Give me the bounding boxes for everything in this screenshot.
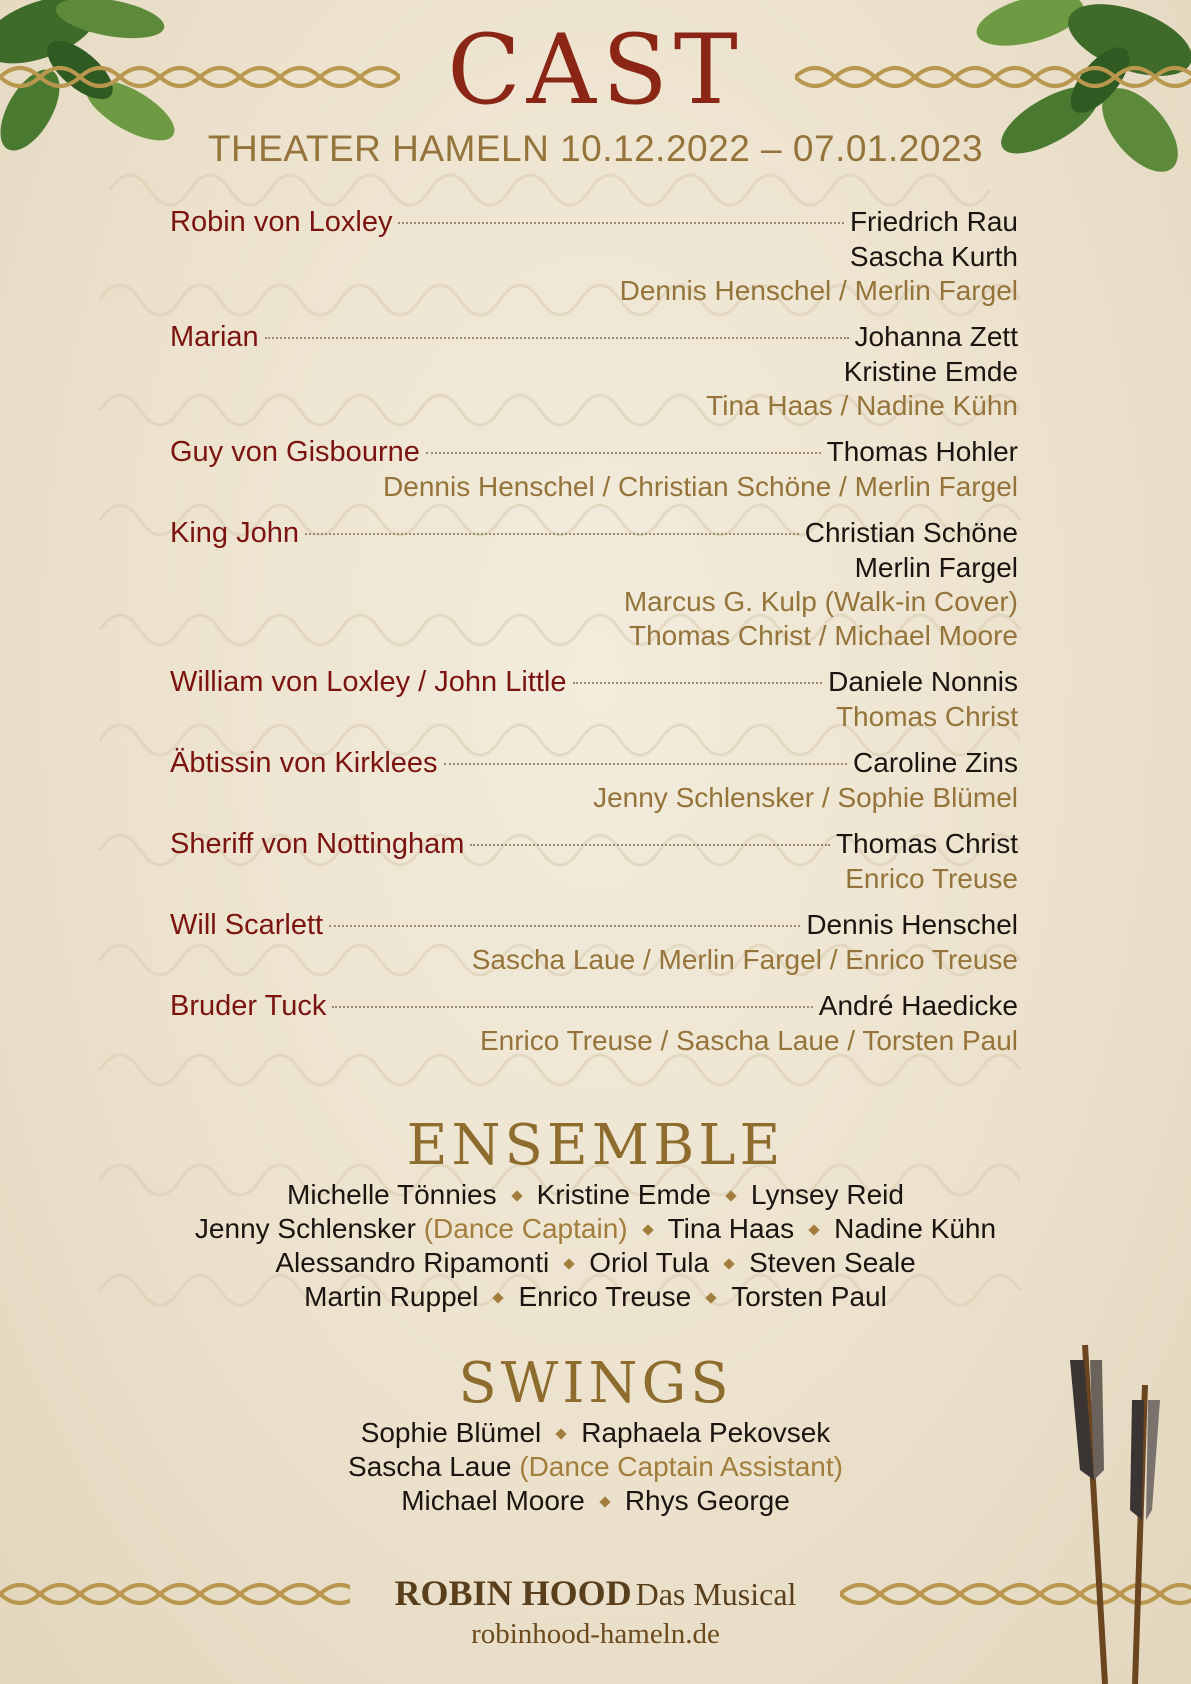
alternate-actor: Merlin Fargel [854, 552, 1018, 583]
diamond-separator-icon [642, 1224, 653, 1235]
diamond-separator-icon [723, 1258, 734, 1269]
show-title [0, 1572, 1191, 1614]
actor-name: Caroline Zins [853, 747, 1018, 778]
role-name: King John [170, 517, 299, 549]
cover-actors: Thomas Christ / Michael Moore [628, 620, 1018, 651]
member-name: Steven Seale [749, 1247, 916, 1278]
show-title-main: ROBIN HOOD [394, 1573, 632, 1613]
diamond-separator-icon [599, 1496, 610, 1507]
actor-name: Thomas Christ [835, 828, 1018, 859]
role-name: Marian [170, 321, 259, 353]
role-name: Guy von Gisbourne [170, 436, 420, 468]
swings-row [0, 1484, 1191, 1518]
role-name: William von Loxley / John Little [170, 666, 567, 698]
ensemble-list [0, 1178, 1191, 1314]
member-name: Lynsey Reid [750, 1179, 904, 1210]
venue-dates: THEATER HAMELN 10.12.2022 – 07.01.2023 [207, 128, 984, 169]
cover-actors: Sascha Laue / Merlin Fargel / Enrico Treuse [471, 944, 1018, 975]
cast-entry [170, 517, 1018, 653]
member-name: Michael Moore [401, 1485, 585, 1516]
member-name: Martin Ruppel [304, 1281, 479, 1312]
diamond-separator-icon [706, 1292, 717, 1303]
cast-entry [170, 747, 1018, 815]
member-name: Enrico Treuse [518, 1281, 692, 1312]
role-line [170, 666, 1018, 700]
role-name: Sheriff von Nottingham [170, 828, 465, 860]
role-name: Robin von Loxley [170, 206, 393, 238]
actor-name: Friedrich Rau [849, 206, 1018, 237]
role-name: Bruder Tuck [170, 990, 327, 1022]
cover-actors: Thomas Christ [835, 701, 1018, 732]
cast-entry [170, 909, 1018, 977]
cover-actors: Enrico Treuse / Sascha Laue / Torsten Paul [479, 1025, 1018, 1056]
cast-entry [170, 206, 1018, 308]
ensemble-row [0, 1246, 1191, 1280]
role-line [170, 321, 1018, 355]
role-line [170, 436, 1018, 470]
cast-entry [170, 666, 1018, 734]
dot-leader [265, 337, 849, 339]
actor-name: Dennis Henschel [806, 909, 1018, 940]
dot-leader [398, 222, 843, 224]
cover-actors: Marcus G. Kulp (Walk-in Cover) [623, 586, 1018, 617]
member-name: Rhys George [624, 1485, 790, 1516]
page-title: CAST [447, 14, 744, 126]
member-role-note: (Dance Captain Assistant) [519, 1451, 843, 1482]
role-name: Will Scarlett [170, 909, 324, 941]
website-url: robinhood-hameln.de [471, 1618, 720, 1650]
swings-row [0, 1416, 1191, 1450]
actor-name: Christian Schöne [804, 517, 1018, 548]
cover-actors: Dennis Henschel / Merlin Fargel [619, 275, 1018, 306]
diamond-separator-icon [809, 1224, 820, 1235]
swings-heading: SWINGS [458, 1351, 733, 1416]
cast-entry [170, 828, 1018, 896]
role-line [170, 990, 1018, 1024]
member-name: Sascha Laue [348, 1451, 512, 1482]
ensemble-row [0, 1280, 1191, 1314]
member-name: Alessandro Ripamonti [275, 1247, 550, 1278]
member-name: Jenny Schlensker [194, 1213, 416, 1244]
actor-name: Thomas Hohler [826, 436, 1018, 467]
cover-actors: Enrico Treuse [845, 863, 1018, 894]
diamond-separator-icon [556, 1428, 567, 1439]
dot-leader [329, 925, 800, 927]
ensemble-row [0, 1178, 1191, 1212]
member-role-note: (Dance Captain) [423, 1213, 628, 1244]
role-line [170, 909, 1018, 943]
role-line [170, 828, 1018, 862]
swings-list [0, 1416, 1191, 1518]
member-name: Oriol Tula [589, 1247, 710, 1278]
role-line [170, 747, 1018, 781]
cover-actors: Dennis Henschel / Christian Schöne / Merlin Fargel [383, 471, 1018, 502]
role-line [170, 517, 1018, 551]
member-name: Raphaela Pekovsek [581, 1417, 831, 1448]
cover-actors: Tina Haas / Nadine Kühn [706, 390, 1018, 421]
member-name: Tina Haas [667, 1213, 795, 1244]
role-name: Äbtissin von Kirklees [170, 747, 438, 779]
role-line [170, 206, 1018, 240]
show-title-sub: Das Musical [635, 1576, 797, 1612]
dot-leader [573, 682, 823, 684]
actor-name: Daniele Nonnis [828, 666, 1018, 697]
ensemble-heading: ENSEMBLE [406, 1113, 785, 1178]
cast-entry [170, 436, 1018, 504]
member-name: Michelle Tönnies [287, 1179, 497, 1210]
diamond-separator-icon [493, 1292, 504, 1303]
cast-list [170, 206, 1018, 1071]
cast-entry [170, 321, 1018, 423]
dot-leader [426, 452, 821, 454]
cast-entry [170, 990, 1018, 1058]
dot-leader [332, 1006, 812, 1008]
member-name: Torsten Paul [731, 1281, 887, 1312]
member-name: Kristine Emde [536, 1179, 711, 1210]
actor-name: Johanna Zett [854, 321, 1018, 352]
diamond-separator-icon [511, 1190, 522, 1201]
dot-leader [470, 844, 829, 846]
actor-name: André Haedicke [818, 990, 1018, 1021]
diamond-separator-icon [725, 1190, 736, 1201]
member-name: Nadine Kühn [834, 1213, 997, 1244]
diamond-separator-icon [564, 1258, 575, 1269]
cover-actors: Jenny Schlensker / Sophie Blümel [593, 782, 1018, 813]
dot-leader [305, 533, 799, 535]
swings-row [0, 1450, 1191, 1484]
member-name: Sophie Blümel [360, 1417, 542, 1448]
alternate-actor: Sascha Kurth [849, 241, 1018, 272]
ensemble-row [0, 1212, 1191, 1246]
alternate-actor: Kristine Emde [843, 356, 1018, 387]
dot-leader [444, 763, 847, 765]
